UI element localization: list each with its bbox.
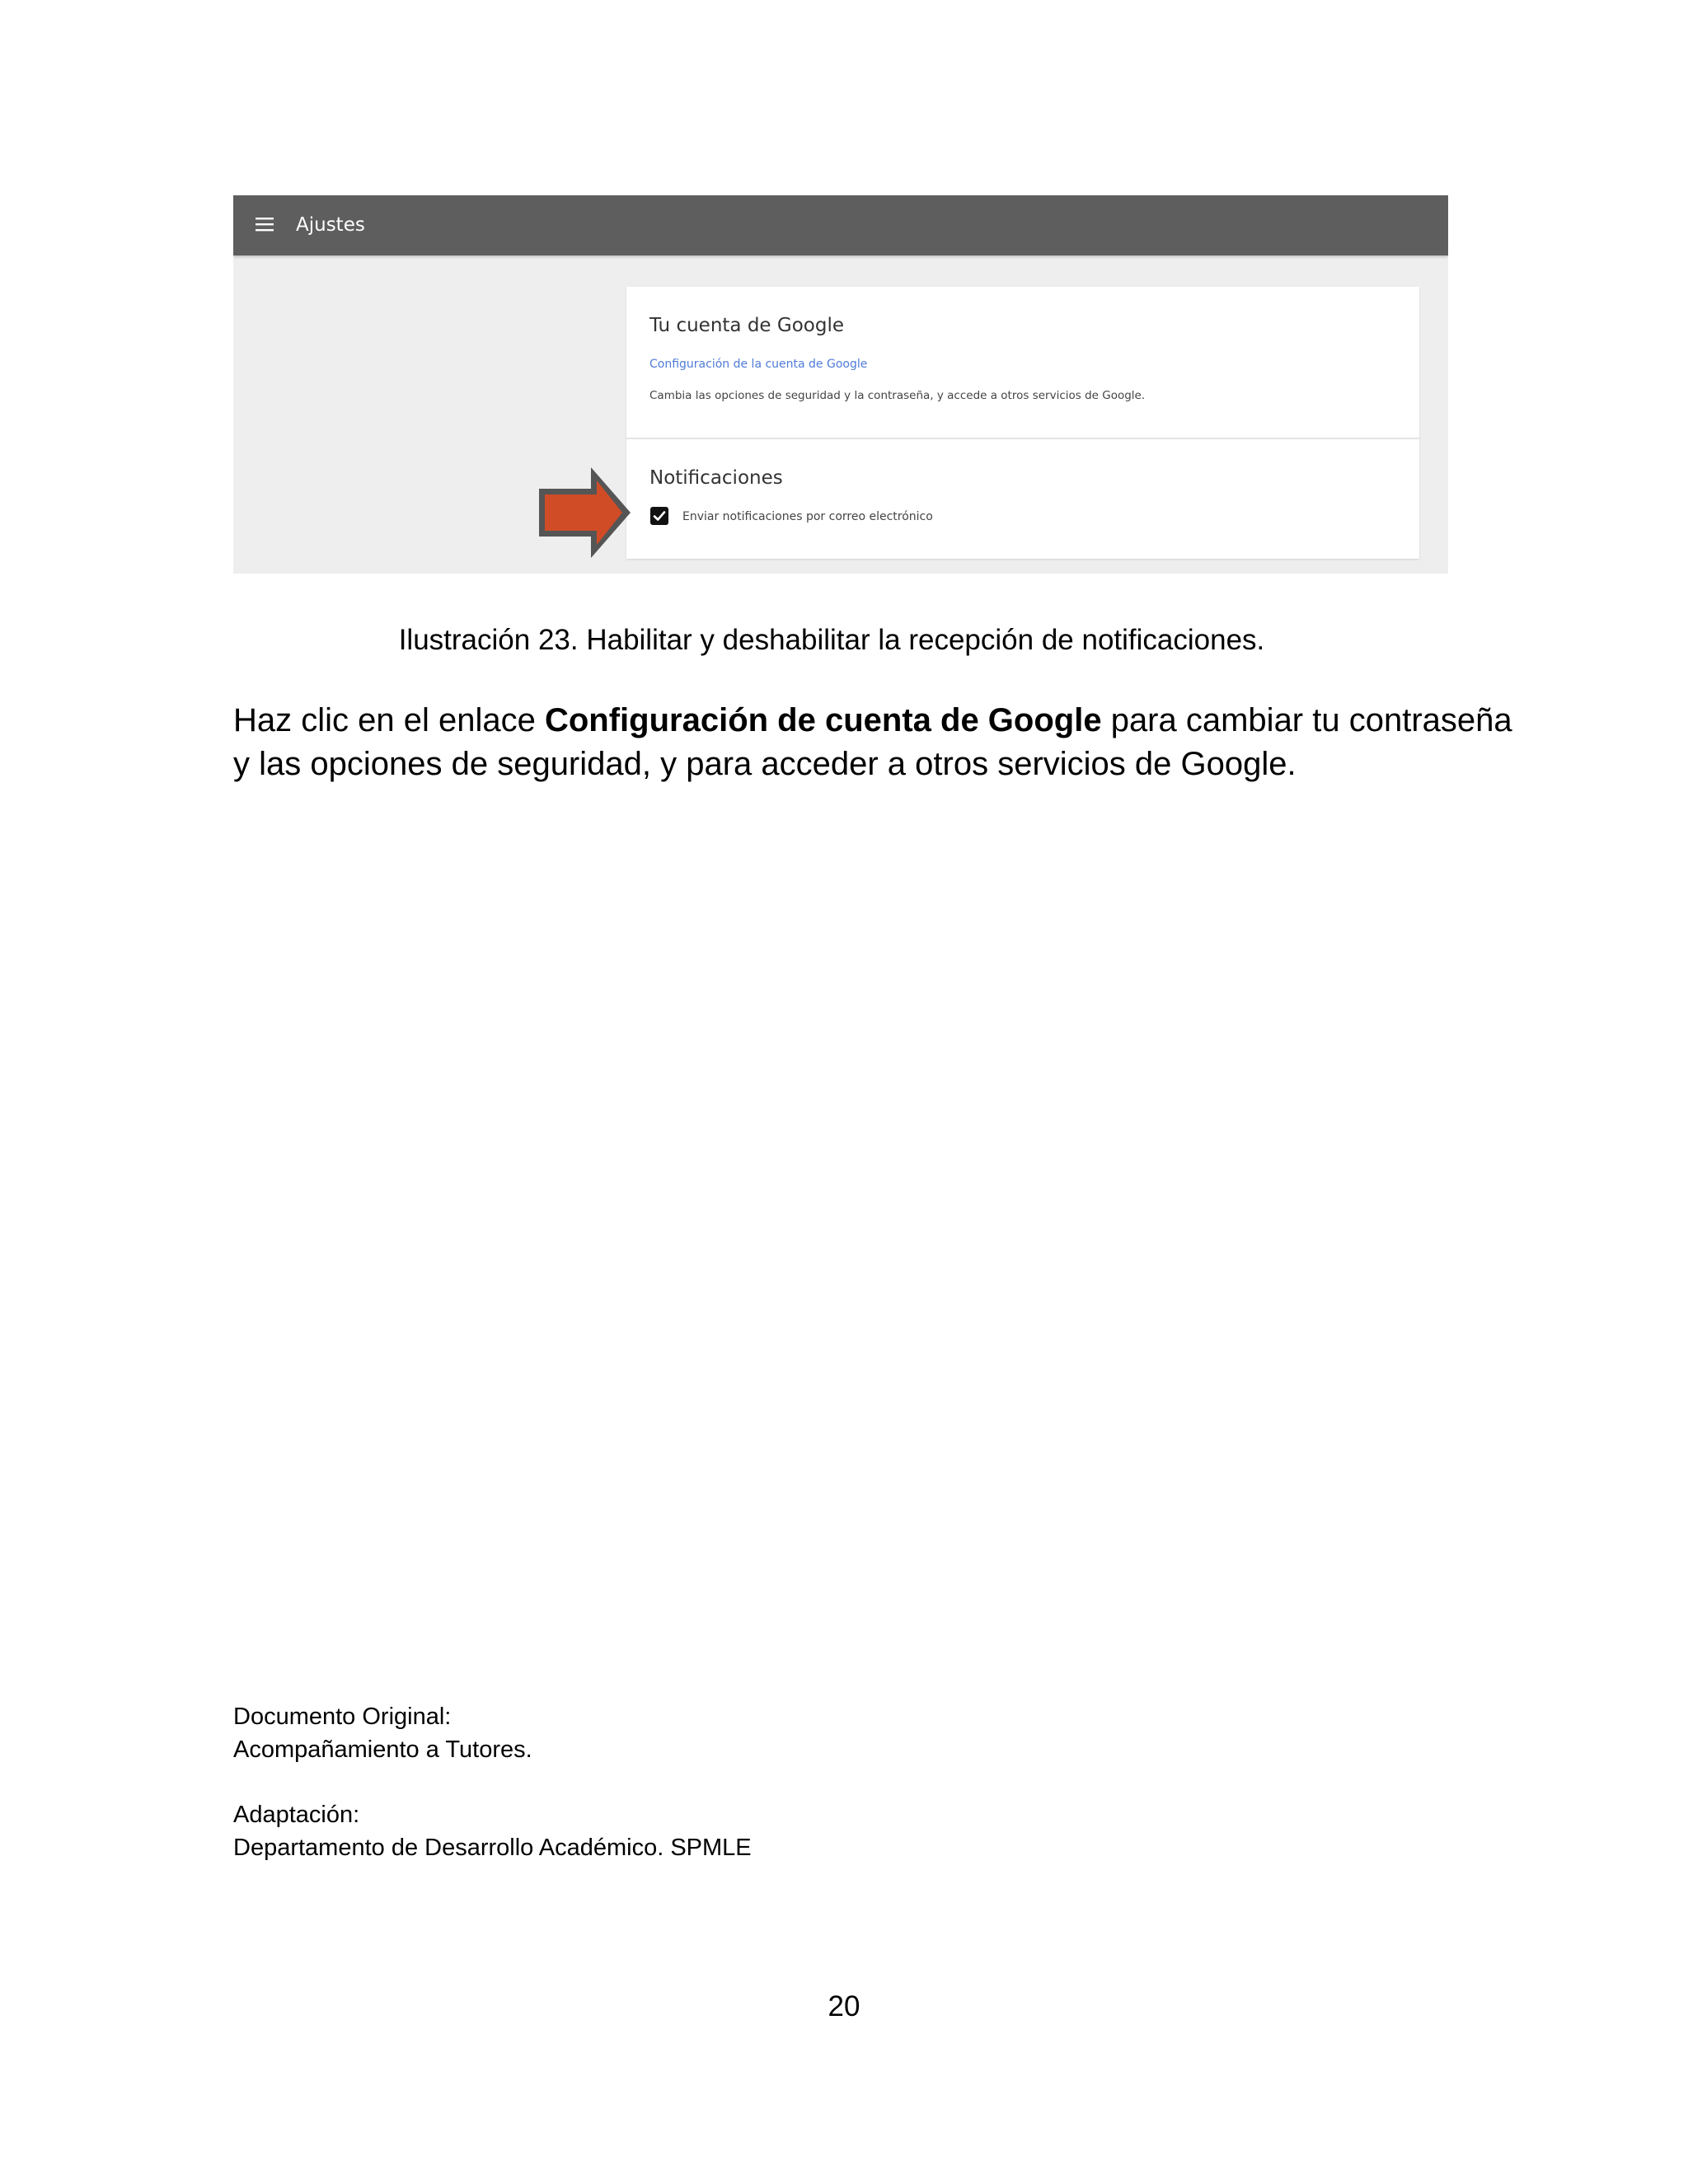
footer-adaptation-label: Adaptación: [233,1802,360,1828]
account-description: Cambia las opciones de seguridad y la contraseña, y accede a otros servicios de Google. [649,389,1146,402]
google-account-settings-link[interactable]: Configuración de la cuenta de Google [649,358,868,371]
footer-adaptation-value: Departamento de Desarrollo Académico. SPMLE [233,1835,752,1861]
notifications-section [626,439,1419,559]
footer-original-value: Acompañamiento a Tutores. [233,1736,532,1763]
page-number: 20 [828,1990,860,2022]
email-notifications-checkbox[interactable] [650,507,668,525]
arrow-right-icon [537,464,634,561]
app-bar-title: Ajustes [296,214,365,236]
email-notifications-label: Enviar notificaciones por correo electrónico [682,510,933,523]
check-icon [650,507,668,525]
menu-icon[interactable] [256,217,277,233]
body-paragraph [233,699,1536,786]
footer-original [233,1700,532,1766]
figure-caption: Ilustración 23. Habilitar y deshabilitar la recepción de notificaciones. [398,624,1265,656]
settings-screenshot [233,195,1448,574]
account-section [626,287,1419,439]
footer-adaptation [233,1798,752,1864]
account-section-title: Tu cuenta de Google [649,315,844,336]
app-bar [233,195,1448,255]
footer-original-label: Documento Original: [233,1704,452,1730]
paragraph-text-after: para cambiar tu contraseña y las opciones de seguridad, y para acceder a otros servicios de Google. [233,702,1512,782]
settings-panel [626,287,1419,559]
paragraph-bold-link-name: Configuración de cuenta de Google [544,702,1102,738]
paragraph-text-before: Haz clic en el enlace [233,702,545,738]
notifications-section-title: Notificaciones [649,467,783,489]
